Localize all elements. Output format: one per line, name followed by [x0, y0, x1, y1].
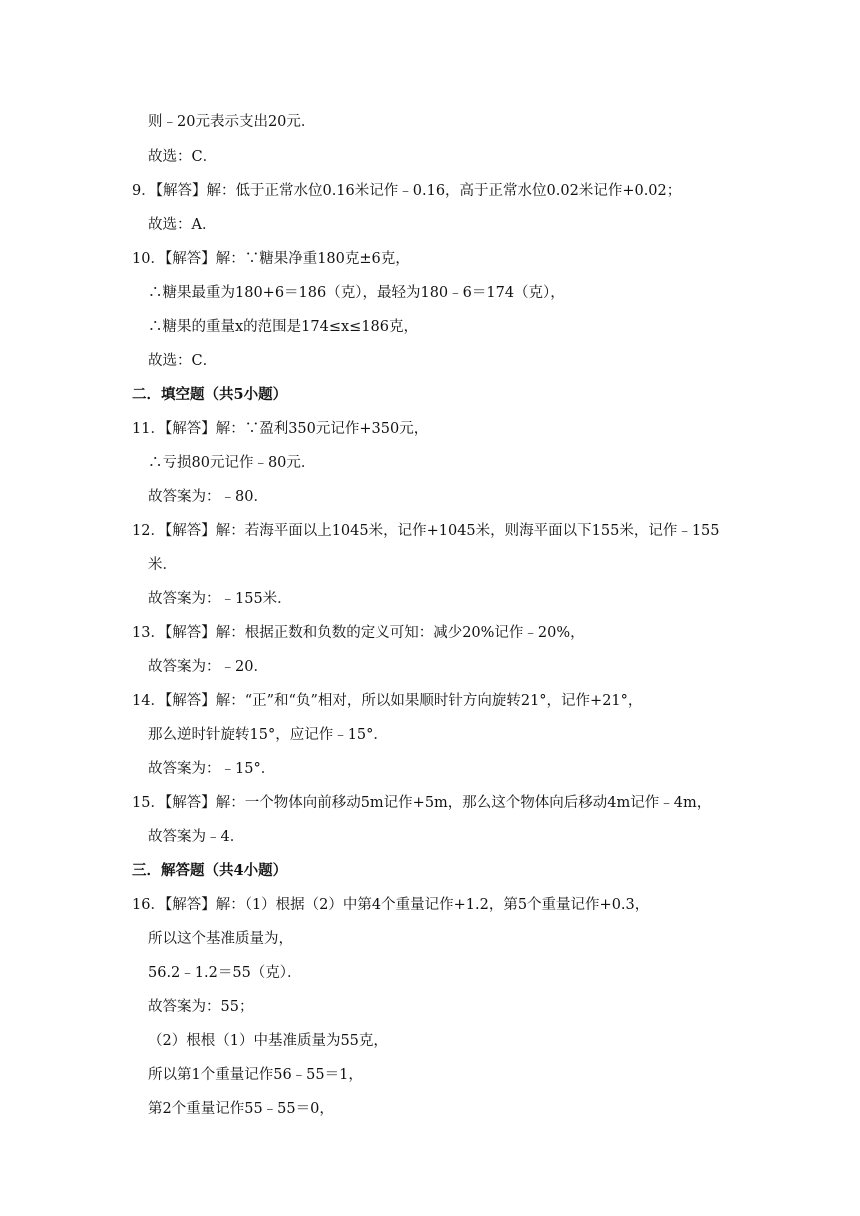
- text-line: ∴糖果最重为180+6＝186（克），最轻为180﹣6＝174（克），: [148, 285, 565, 301]
- text-line: 16．【解答】解：（1）根据（2）中第4个重量记作+1.2，第5个重量记作+0.3，: [132, 897, 650, 913]
- text-line: 10．【解答】解：∵糖果净重180克±6克，: [132, 251, 410, 267]
- text-line: 故选：C．: [148, 353, 218, 369]
- text-line: 故答案为﹣4．: [148, 829, 245, 845]
- text-line: 故答案为：﹣155米．: [148, 591, 292, 607]
- section-heading: 二．填空题（共5小题）: [132, 386, 288, 403]
- text-line: 故答案为：﹣15°．: [148, 761, 276, 777]
- text-line: 第2个重量记作55﹣55＝0，: [148, 1101, 334, 1117]
- text-line: 13．【解答】解：根据正数和负数的定义可知：减少20%记作﹣20%，: [132, 625, 585, 641]
- text-line: 所以这个基准质量为，: [148, 931, 293, 947]
- text-line: 15．【解答】解：一个物体向前移动5m记作+5m，那么这个物体向后移动4m记作﹣4m，: [132, 795, 712, 811]
- text-line: 9．【解答】解：低于正常水位0.16米记作﹣0.16，高于正常水位0.02米记作+0.02；: [132, 183, 682, 199]
- text-line: 故答案为：﹣80．: [148, 489, 268, 505]
- text-line: ∴亏损80元记作﹣80元．: [148, 455, 316, 471]
- text-line: 14．【解答】解：“正”和“负”相对，所以如果顺时针方向旋转21°，记作+21°，: [132, 693, 643, 709]
- text-line: 米．: [148, 557, 177, 573]
- text-line: 故答案为：﹣20．: [148, 659, 268, 675]
- text-line: 11．【解答】解：∵盈利350元记作+350元，: [132, 421, 429, 437]
- section-heading: 三．解答题（共4小题）: [132, 862, 288, 879]
- text-line: 所以第1个重量记作56﹣55＝1，: [148, 1067, 363, 1083]
- text-line: 那么逆时针旋转15°，应记作﹣15°．: [148, 727, 388, 743]
- text-line: 12．【解答】解：若海平面以上1045米，记作+1045米，则海平面以下155米，记作﹣155: [132, 523, 720, 539]
- text-line: 则﹣20元表示支出20元．: [148, 114, 316, 130]
- text-line: 故答案为：55；: [148, 999, 254, 1015]
- text-line: （2）根根（1）中基准质量为55克，: [148, 1033, 388, 1049]
- text-line: 故选：A．: [148, 217, 217, 233]
- text-line: ∴糖果的重量x的范围是174≤x≤186克，: [148, 319, 419, 335]
- text-line: 故选：C．: [148, 149, 218, 165]
- text-line: 56.2﹣1.2＝55（克）．: [148, 965, 302, 981]
